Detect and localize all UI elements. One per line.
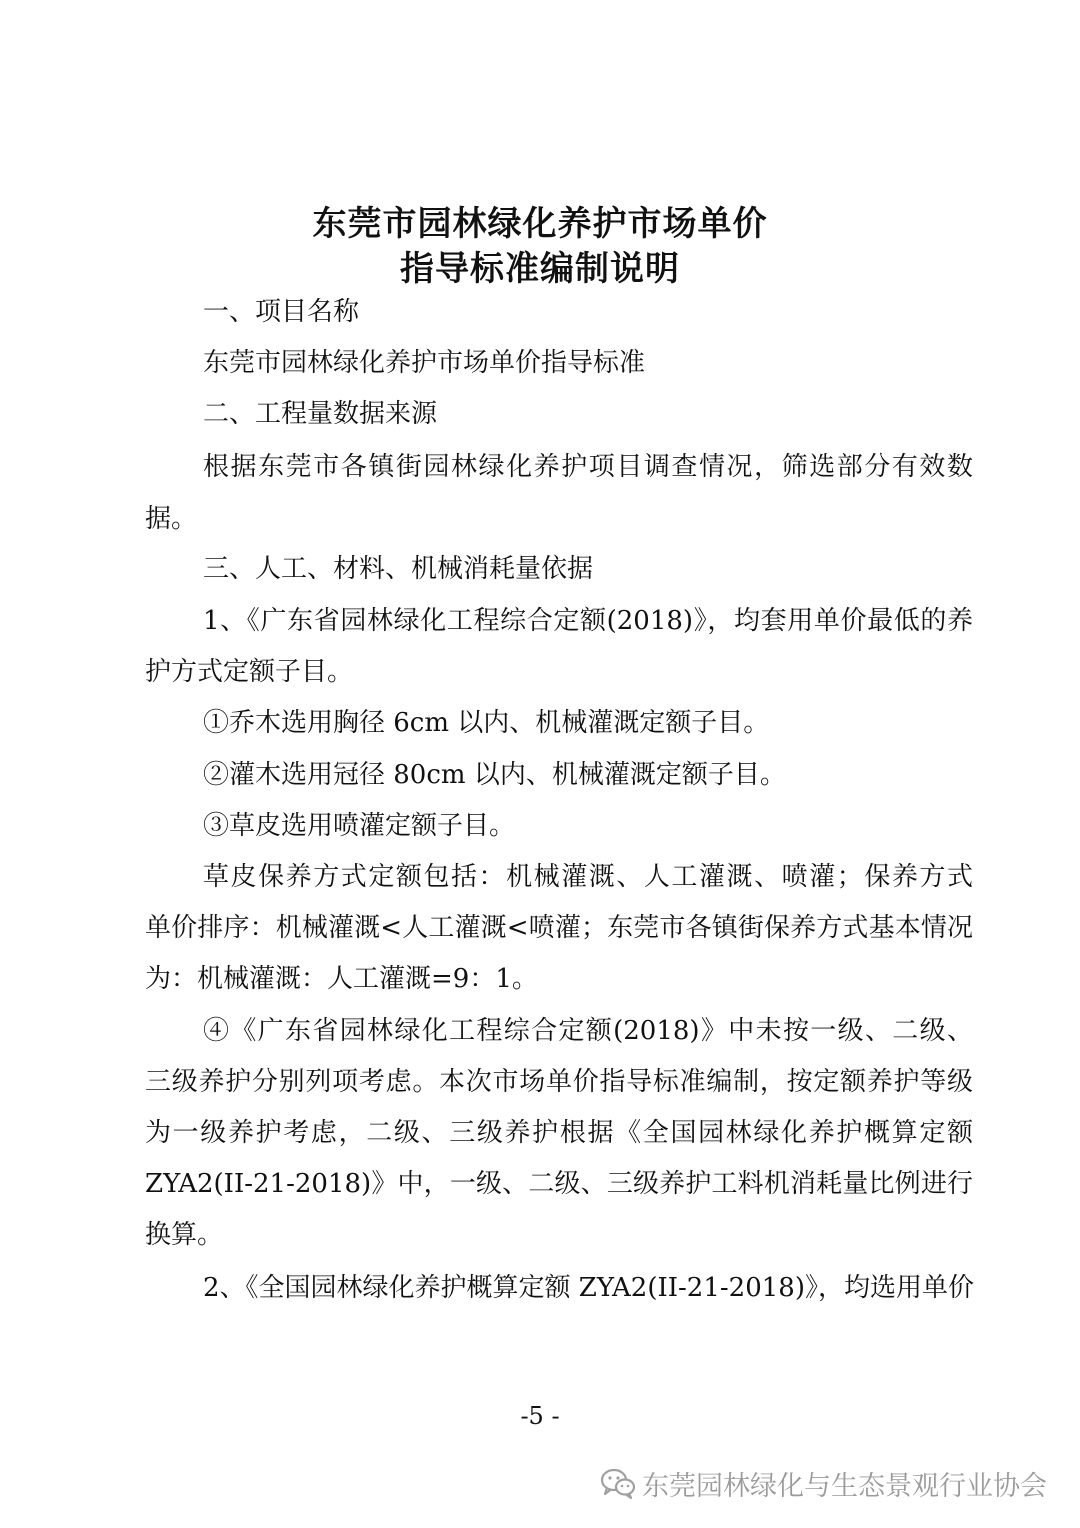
list-item: ③草皮选用喷灌定额子目。 [203,811,516,841]
wechat-icon [600,1467,636,1499]
document-title-line-1: 东莞市园林绿化养护市场单价 [312,204,768,244]
document-title-line-2: 指导标准编制说明 [400,249,680,289]
page-number: -5 - [520,1402,560,1430]
paragraph-line: 单价排序：机械灌溉<人工灌溉<喷灌；东莞市各镇街保养方式基本情况 [145,913,973,943]
paragraph-line: 换算。 [145,1220,224,1250]
paragraph-line: 东莞市园林绿化养护市场单价指导标准 [203,348,646,378]
paragraph-line: 1、《广东省园林绿化工程综合定额(2018)》，均套用单价最低的养 [203,606,973,636]
section-heading-1: 一、项目名称 [203,297,360,327]
paragraph-line: 为：机械灌溉：人工灌溉=9：1。 [145,964,538,994]
watermark-text: 东莞园林绿化与生态景观行业协会 [642,1470,1047,1502]
paragraph-line: 根据东莞市各镇街园林绿化养护项目调查情况，筛选部分有效数 [203,452,973,482]
list-item: ①乔木选用胸径 6cm 以内、机械灌溉定额子目。 [203,708,770,738]
section-heading-3: 三、人工、材料、机械消耗量依据 [203,554,594,584]
paragraph-line: 草皮保养方式定额包括：机械灌溉、人工灌溉、喷灌；保养方式 [203,862,973,892]
list-item: ②灌木选用冠径 80cm 以内、机械灌溉定额子目。 [203,760,786,790]
paragraph-line: ZYA2(II-21-2018)》中，一级、二级、三级养护工料机消耗量比例进行 [145,1169,973,1199]
watermark [600,1458,1060,1508]
paragraph-line: 护方式定额子目。 [145,657,354,687]
list-item: ④《广东省园林绿化工程综合定额(2018)》中未按一级、二级、 [203,1016,973,1046]
paragraph-line: 2、《全国园林绿化养护概算定额 ZYA2(II-21-2018)》，均选用单价 [203,1273,974,1303]
paragraph-line: 据。 [145,504,198,534]
section-heading-2: 二、工程量数据来源 [203,399,438,429]
paragraph-line: 为一级养护考虑，二级、三级养护根据《全国园林绿化养护概算定额 [145,1118,973,1148]
paragraph-line: 三级养护分别列项考虑。本次市场单价指导标准编制，按定额养护等级 [145,1067,973,1097]
